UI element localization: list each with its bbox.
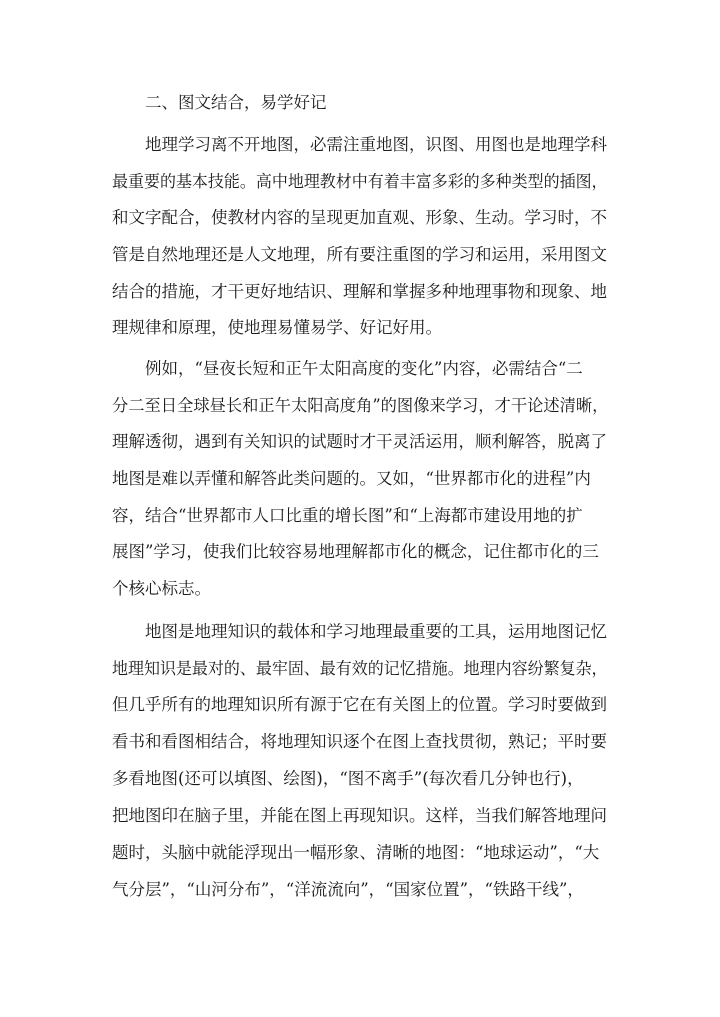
- paragraph-line: 结合的措施，才干更好地结识、理解和掌握多种地理事物和现象、地: [112, 282, 607, 301]
- paragraph-line: 多看地图(还可以填图、绘图)，“图不离手”(每次看几分钟也行)，: [112, 769, 584, 788]
- paragraph-line: 例如，“昼夜长短和正午太阳高度的变化”内容，必需结合“二: [145, 359, 583, 378]
- paragraph-line: 地图是地理知识的载体和学习地理最重要的工具，运用地图记忆: [145, 622, 607, 641]
- paragraph-line: 看书和看图相结合，将地理知识逐个在图上查找贯彻，熟记；平时要: [112, 732, 607, 751]
- paragraph-line: 最重要的基本技能。高中地理教材中有着丰富多彩的多种类型的插图，: [112, 172, 608, 191]
- section-heading: 二、图文结合，易学好记: [145, 93, 327, 112]
- paragraph-line: 容，结合“世界都市人口比重的增长图”和“上海都市建设用地的扩: [112, 506, 583, 525]
- paragraph-line: 和文字配合，使教材内容的呈现更加直观、形象、生动。学习时，不: [112, 208, 607, 227]
- paragraph-line: 地理学习离不开地图，必需注重地图，识图、用图也是地理学科: [145, 135, 607, 154]
- paragraph-line: 理规律和原理，使地理易懂易学、好记好用。: [112, 318, 442, 337]
- paragraph-line: 展图”学习，使我们比较容易地理解都市化的概念，记住都市化的三: [112, 542, 599, 561]
- paragraph-line: 气分层”，“山河分布”，“洋流流向”，“国家位置”，“铁路干线”，: [112, 880, 584, 899]
- paragraph-line: 但几乎所有的地理知识所有源于它在有关图上的位置。学习时要做到: [112, 695, 607, 714]
- paragraph-line: 地图是难以弄懂和解答此类问题的。又如，“世界都市化的进程”内: [112, 469, 591, 488]
- paragraph-line: 地理知识是最对的、最牢固、最有效的记忆措施。地理内容纷繁复杂，: [112, 659, 608, 678]
- paragraph-line: 题时，头脑中就能浮现出一幅形象、清晰的地图：“地球运动”，“大: [112, 843, 600, 862]
- paragraph-line: 个核心标志。: [112, 579, 211, 598]
- paragraph-line: 分二至日全球昼长和正午太阳高度角”的图像来学习，才干论述清晰，: [112, 396, 609, 415]
- paragraph-line: 理解透彻，遇到有关知识的试题时才干灵活运用，顺利解答，脱离了: [112, 432, 607, 451]
- paragraph-line: 把地图印在脑子里，并能在图上再现知识。这样，当我们解答地理问: [112, 806, 607, 825]
- paragraph-line: 管是自然地理还是人文地理，所有要注重图的学习和运用，采用图文: [112, 245, 607, 264]
